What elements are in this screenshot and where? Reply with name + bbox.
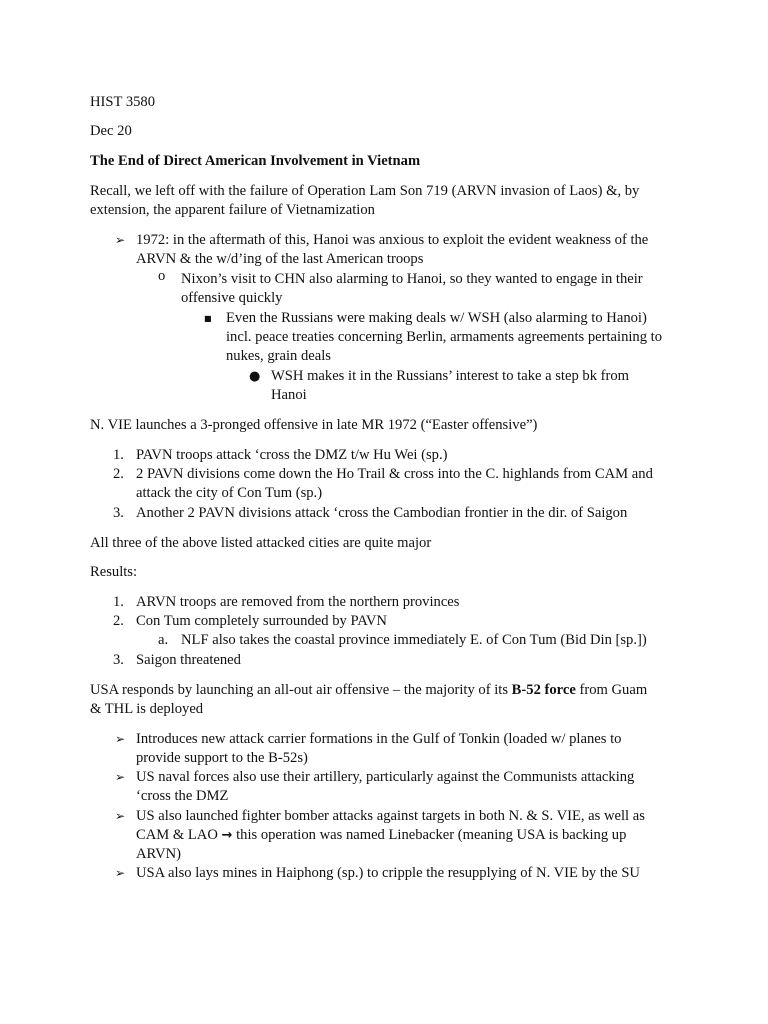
course-code: HIST 3580 <box>90 94 156 110</box>
arrow-bullet-icon: ➢ <box>115 732 126 746</box>
list-number: 1. <box>113 594 124 610</box>
bullet-wsh-line-2: Hanoi <box>271 387 307 403</box>
arrow-bullet-icon: ➢ <box>115 770 126 784</box>
all-three-note: All three of the above listed attacked cities are quite major <box>90 535 432 551</box>
circle-bullet-icon: o <box>158 268 166 284</box>
list-number: 2. <box>113 466 124 482</box>
usa-responds-post: from Guam <box>575 682 648 698</box>
usa-responds-pre: USA responds by launching an all-out air offensive – the majority of its <box>90 682 512 698</box>
offensive-item-1: PAVN troops attack ‘cross the DMZ t/w Hu Wei (sp.) <box>136 447 448 463</box>
bullet-1972-line-1: 1972: in the aftermath of this, Hanoi was anxious to exploit the evident weakness of the <box>136 232 649 248</box>
bullet-russians-line-3: nukes, grain deals <box>226 348 331 364</box>
list-number: 3. <box>113 505 124 521</box>
offensive-intro: N. VIE launches a 3-pronged offensive in late MR 1972 (“Easter offensive”) <box>90 417 538 433</box>
bullet-wsh-line-1: WSH makes it in the Russians’ interest to take a step bk from <box>271 368 630 384</box>
usa-bullet-3-line-1: US also launched fighter bomber attacks against targets in both N. & S. VIE, as well as <box>136 808 645 824</box>
usa-bullet-1-line-2: provide support to the B-52s) <box>136 750 308 766</box>
list-number: 1. <box>113 447 124 463</box>
bullet-russians-line-1: Even the Russians were making deals w/ WSH (also alarming to Hanoi) <box>226 310 647 326</box>
results-label: Results: <box>90 564 138 580</box>
usa-responds-bold: B-52 force <box>511 682 576 698</box>
intro-line-1: Recall, we left off with the failure of Operation Lam Son 719 (ARVN invasion of Laos) &, by <box>90 183 640 199</box>
list-number: 3. <box>113 652 124 668</box>
square-bullet-icon: ■ <box>204 314 212 323</box>
usa-responds-line-1 <box>90 681 647 700</box>
dot-bullet-icon: ● <box>249 369 261 384</box>
result-item-2a: NLF also takes the coastal province immediately E. of Con Tum (Bid Din [sp.]) <box>181 632 647 648</box>
usa-bullet-4: USA also lays mines in Haiphong (sp.) to cripple the resupplying of N. VIE by the SU <box>136 865 640 881</box>
bullet-nixon-line-1: Nixon’s visit to CHN also alarming to Hanoi, so they wanted to engage in their <box>181 271 643 287</box>
bullet-nixon-line-2: offensive quickly <box>181 290 283 306</box>
arrow-bullet-icon: ➢ <box>115 866 126 880</box>
bullet-1972-line-2: ARVN & the w/d’ing of the last American troops <box>136 251 424 267</box>
usa-bullet-2-line-1: US naval forces also use their artillery, particularly against the Communists attacking <box>136 769 635 785</box>
intro-line-2: extension, the apparent failure of Vietnamization <box>90 202 375 218</box>
usa-responds-line-2: & THL is deployed <box>90 701 204 717</box>
offensive-item-2-line-1: 2 PAVN divisions come down the Ho Trail & cross into the C. highlands from CAM and <box>136 466 653 482</box>
usa-bullet-3-post: this operation was named Linebacker (meaning USA is backing up <box>232 827 627 843</box>
arrow-bullet-icon: ➢ <box>115 233 126 247</box>
right-arrow-icon: → <box>221 828 233 843</box>
usa-bullet-1-line-1: Introduces new attack carrier formations in the Gulf of Tonkin (loaded w/ planes to <box>136 731 622 747</box>
result-item-1: ARVN troops are removed from the northern provinces <box>136 594 460 610</box>
arrow-bullet-icon: ➢ <box>115 809 126 823</box>
offensive-item-2-line-2: attack the city of Con Tum (sp.) <box>136 485 323 501</box>
usa-bullet-3-pre: CAM & LAO <box>136 827 222 843</box>
page-title: The End of Direct American Involvement in Vietnam <box>90 153 421 169</box>
offensive-item-3: Another 2 PAVN divisions attack ‘cross the Cambodian frontier in the dir. of Saigon <box>136 505 628 521</box>
result-item-2: Con Tum completely surrounded by PAVN <box>136 613 387 629</box>
list-number: 2. <box>113 613 124 629</box>
list-letter: a. <box>158 632 169 648</box>
lecture-date: Dec 20 <box>90 123 132 139</box>
usa-bullet-3-line-3: ARVN) <box>136 846 182 862</box>
bullet-russians-line-2: incl. peace treaties concerning Berlin, armaments agreements pertaining to <box>226 329 663 345</box>
result-item-3: Saigon threatened <box>136 652 241 668</box>
usa-bullet-3-line-2 <box>136 826 626 845</box>
usa-bullet-2-line-2: ‘cross the DMZ <box>136 788 229 804</box>
